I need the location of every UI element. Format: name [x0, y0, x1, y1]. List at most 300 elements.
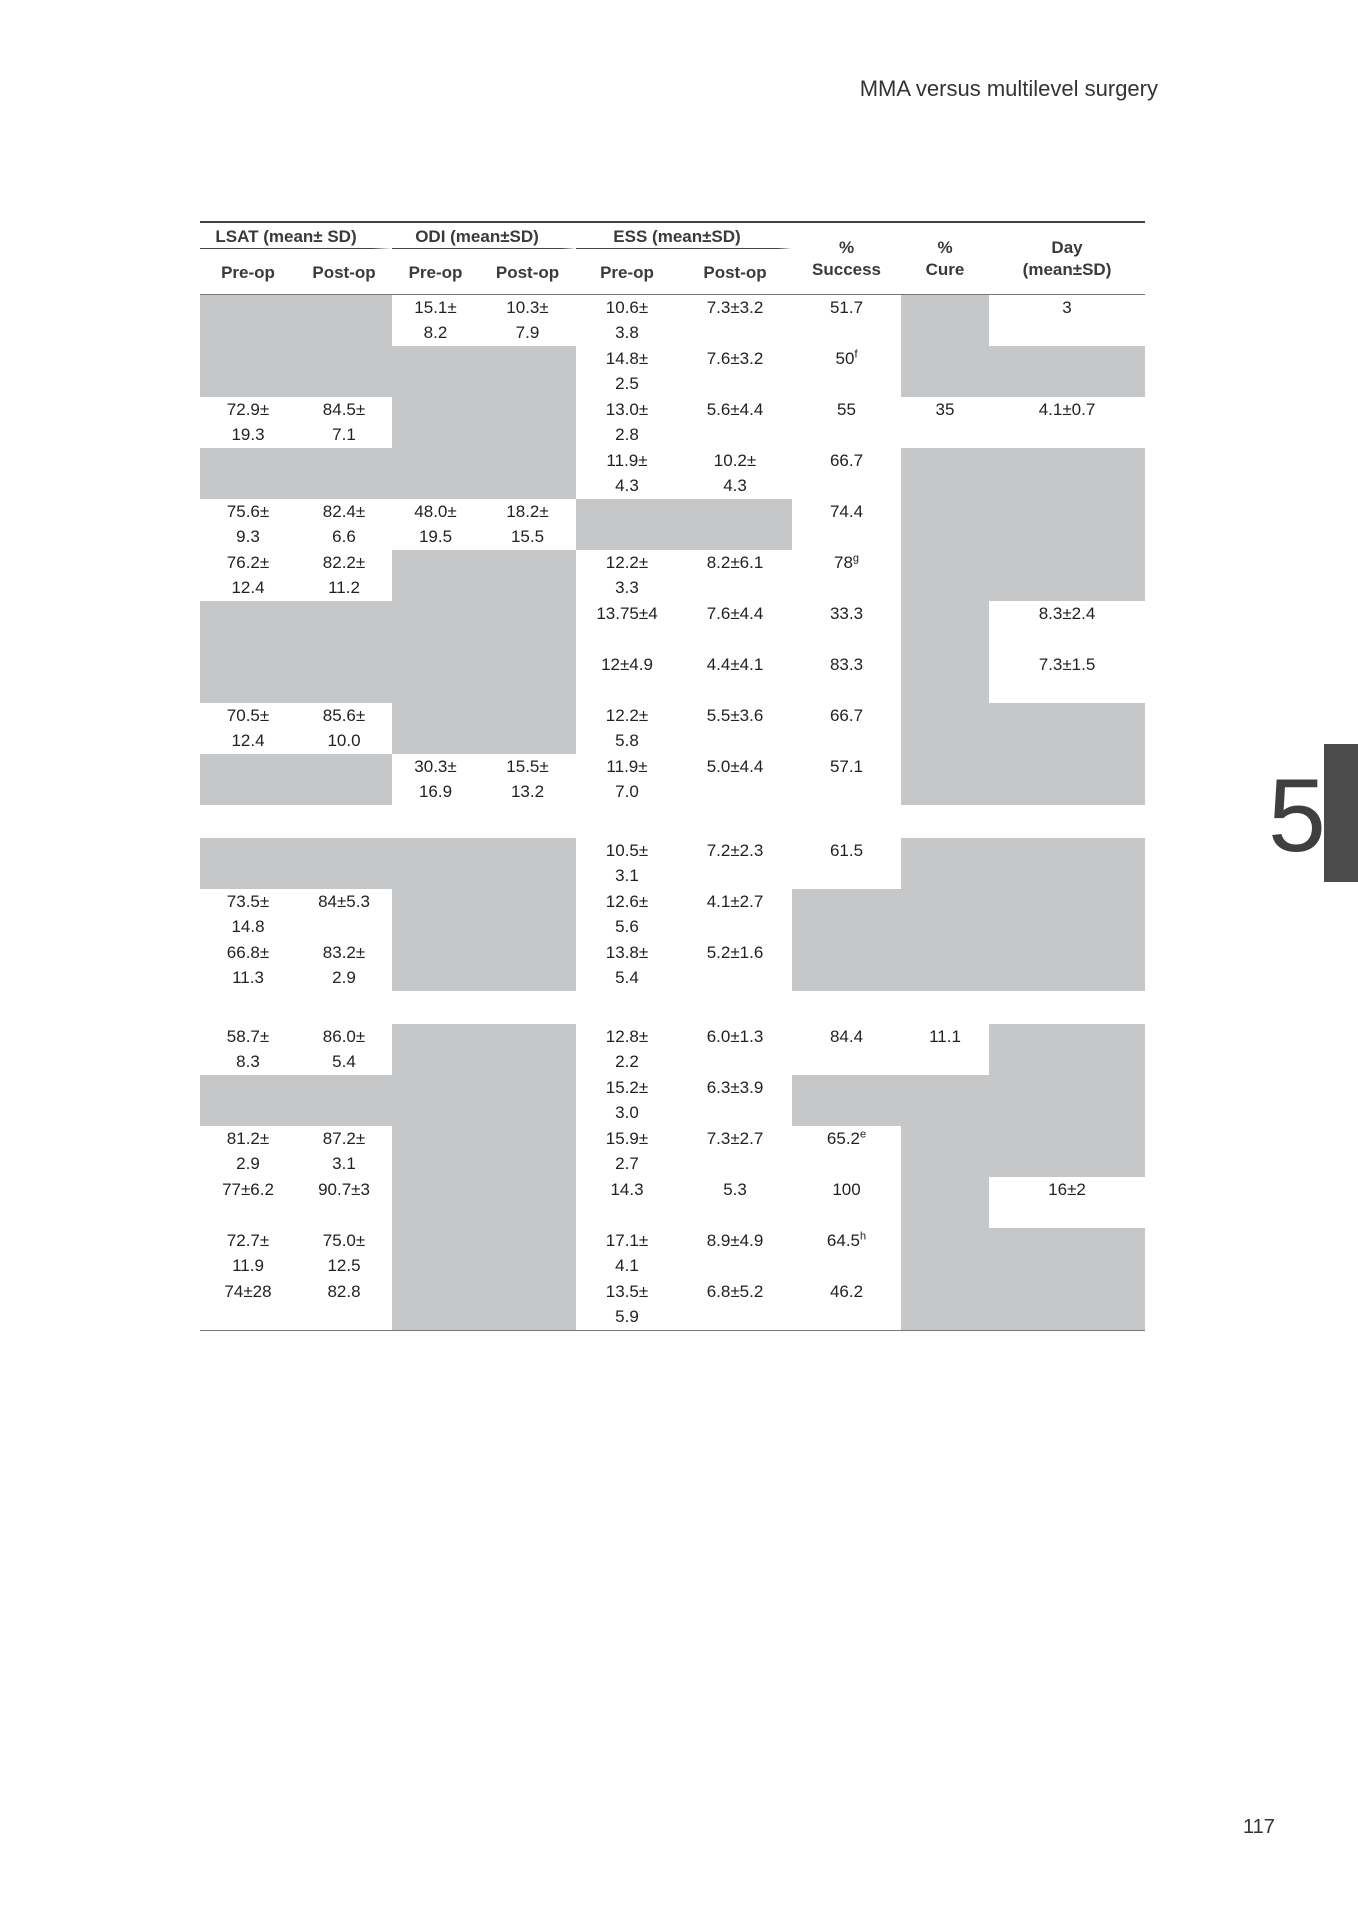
cell-ess-postop — [678, 1126, 792, 1177]
cell-cure — [901, 1177, 989, 1228]
cell-value: 10.5± 3.1 — [605, 841, 649, 885]
table-row — [200, 601, 1145, 652]
cell-cure — [901, 652, 989, 703]
cell-lsat-postop — [296, 1024, 392, 1075]
cell-value: 84.5± 7.1 — [322, 400, 366, 444]
cell-value: 78 — [833, 553, 853, 572]
table-row — [200, 754, 1145, 805]
cell-odi-preop — [392, 703, 479, 754]
cell-value: 7.3±2.7 — [706, 1129, 764, 1148]
cell-value: 4.1±0.7 — [1038, 400, 1096, 419]
cell-value: 4.4±4.1 — [706, 655, 764, 674]
cell-value: 33.3 — [829, 604, 864, 623]
cell-lsat-preop — [200, 889, 296, 940]
cell-day — [989, 499, 1145, 550]
cell-day — [989, 838, 1145, 889]
cell-odi-preop — [392, 448, 479, 499]
cell-value: 8.2±6.1 — [706, 553, 764, 572]
cell-cure — [901, 1024, 989, 1075]
cure-header: % Cure — [925, 237, 965, 279]
table-row — [200, 652, 1145, 703]
cell-cure — [901, 940, 989, 991]
cell-value: 30.3± 16.9 — [414, 757, 457, 801]
cell-ess-postop — [678, 703, 792, 754]
running-head: MMA versus multilevel surgery — [859, 76, 1158, 101]
cell-odi-preop — [392, 838, 479, 889]
chapter-tab — [1324, 744, 1358, 882]
cell-ess-postop — [678, 652, 792, 703]
cell-value: 10.6± 3.8 — [605, 298, 649, 342]
cell-lsat-postop — [296, 1177, 392, 1228]
cell-value: 5.6±4.4 — [706, 400, 764, 419]
cell-ess-postop — [678, 754, 792, 805]
cell-value: 13.8± 5.4 — [605, 943, 649, 987]
cell-ess-postop — [678, 295, 792, 347]
cell-value: 18.2± 15.5 — [506, 502, 549, 546]
cell-day — [989, 652, 1145, 703]
cell-lsat-preop — [200, 1279, 296, 1331]
cell-lsat-postop — [296, 295, 392, 347]
cell-value: 74±28 — [224, 1282, 272, 1301]
cell-odi-preop — [392, 397, 479, 448]
cell-value: 66.7 — [829, 451, 864, 470]
footnote-marker: f — [854, 348, 858, 361]
cell-value: 75.6± 9.3 — [226, 502, 270, 546]
ess-postop-header: Post-op — [703, 263, 767, 282]
cell-ess-postop — [678, 346, 792, 397]
cell-lsat-postop — [296, 889, 392, 940]
cell-cure — [901, 550, 989, 601]
cell-value: 73.5± 14.8 — [226, 892, 270, 936]
chapter-number: 5 — [1268, 758, 1326, 874]
cell-ess-preop — [576, 703, 678, 754]
odi-preop-header: Pre-op — [408, 263, 463, 282]
cell-ess-preop — [576, 652, 678, 703]
footnote-marker: h — [860, 1230, 867, 1243]
cell-ess-preop — [576, 397, 678, 448]
cell-lsat-preop — [200, 499, 296, 550]
cell-value: 17.1± 4.1 — [605, 1231, 649, 1275]
cell-value: 5.2±1.6 — [706, 943, 764, 962]
cell-value: 7.3±1.5 — [1038, 655, 1096, 674]
page-number: 117 — [1243, 1816, 1275, 1838]
table-row — [200, 838, 1145, 889]
table-row — [200, 703, 1145, 754]
cell-lsat-postop — [296, 754, 392, 805]
cell-value: 83.3 — [829, 655, 864, 674]
table-row — [200, 499, 1145, 550]
cell-success — [792, 499, 901, 550]
cell-value: 7.3±3.2 — [706, 298, 764, 317]
cell-odi-postop — [479, 1279, 576, 1331]
cell-cure — [901, 1075, 989, 1126]
outcomes-table — [200, 221, 1145, 1331]
cell-value: 87.2± 3.1 — [322, 1129, 366, 1173]
cell-ess-postop — [678, 1228, 792, 1279]
cell-value: 15.1± 8.2 — [414, 298, 457, 342]
cell-odi-postop — [479, 448, 576, 499]
cell-value: 35 — [935, 400, 955, 419]
table-body — [200, 295, 1145, 1331]
cell-day — [989, 295, 1145, 347]
cell-day — [989, 1279, 1145, 1331]
cell-value: 13.5± 5.9 — [605, 1282, 649, 1326]
cell-ess-preop — [576, 550, 678, 601]
cell-value: 61.5 — [829, 841, 864, 860]
spacer-cell — [200, 991, 1145, 1024]
cell-ess-preop — [576, 601, 678, 652]
cell-value: 6.3±3.9 — [706, 1078, 764, 1097]
cell-value: 15.9± 2.7 — [605, 1129, 649, 1173]
cell-odi-preop — [392, 295, 479, 347]
cell-ess-postop — [678, 1279, 792, 1331]
cell-success — [792, 550, 901, 601]
cell-ess-postop — [678, 448, 792, 499]
cell-value: 48.0± 19.5 — [414, 502, 457, 546]
lsat-preop-header: Pre-op — [221, 263, 275, 282]
cell-ess-preop — [576, 940, 678, 991]
cell-odi-preop — [392, 1024, 479, 1075]
cell-value: 84.4 — [829, 1027, 864, 1046]
cell-value: 3 — [1062, 298, 1072, 317]
cell-value: 84±5.3 — [318, 892, 370, 911]
cell-value: 82.8 — [327, 1282, 361, 1301]
cell-day — [989, 1177, 1145, 1228]
cell-odi-postop — [479, 838, 576, 889]
cell-odi-postop — [479, 550, 576, 601]
cell-lsat-postop — [296, 703, 392, 754]
cell-success — [792, 1126, 901, 1177]
cell-success — [792, 295, 901, 347]
cell-value: 85.6± 10.0 — [322, 706, 366, 750]
cell-odi-postop — [479, 295, 576, 347]
cell-odi-preop — [392, 346, 479, 397]
cell-value: 12.2± 5.8 — [605, 706, 649, 750]
cell-day — [989, 448, 1145, 499]
cell-value: 15.2± 3.0 — [605, 1078, 649, 1122]
cell-ess-preop — [576, 1126, 678, 1177]
cell-value: 11.9± 4.3 — [606, 451, 648, 495]
cell-odi-preop — [392, 1075, 479, 1126]
day-header: Day (mean±SD) — [1022, 237, 1112, 279]
cell-ess-preop — [576, 889, 678, 940]
cell-ess-preop — [576, 1228, 678, 1279]
cell-value: 66.8± 11.3 — [226, 943, 270, 987]
cell-success — [792, 346, 901, 397]
cell-ess-preop — [576, 346, 678, 397]
cell-lsat-postop — [296, 652, 392, 703]
cell-ess-postop — [678, 499, 792, 550]
cell-day — [989, 754, 1145, 805]
cell-success — [792, 397, 901, 448]
cell-ess-preop — [576, 499, 678, 550]
table-row — [200, 397, 1145, 448]
cell-success — [792, 889, 901, 940]
cell-lsat-preop — [200, 601, 296, 652]
cell-cure — [901, 448, 989, 499]
cell-cure — [901, 754, 989, 805]
table-spacer-row — [200, 805, 1145, 838]
cell-value: 82.2± 11.2 — [322, 553, 366, 597]
cell-cure — [901, 499, 989, 550]
odi-postop-header: Post-op — [495, 263, 560, 282]
cell-lsat-preop — [200, 703, 296, 754]
cell-ess-preop — [576, 754, 678, 805]
cell-value: 8.9±4.9 — [706, 1231, 764, 1250]
cell-success — [792, 1279, 901, 1331]
cell-value: 5.3 — [723, 1180, 747, 1199]
cell-success — [792, 652, 901, 703]
cell-success — [792, 1228, 901, 1279]
cell-lsat-preop — [200, 397, 296, 448]
table-row — [200, 1177, 1145, 1228]
cell-lsat-postop — [296, 550, 392, 601]
table-header — [200, 222, 1145, 295]
cell-day — [989, 1024, 1145, 1075]
cell-lsat-preop — [200, 295, 296, 347]
cell-ess-postop — [678, 1075, 792, 1126]
cell-cure — [901, 1126, 989, 1177]
cell-value: 77±6.2 — [222, 1180, 274, 1199]
table-row — [200, 550, 1145, 601]
lsat-postop-header: Post-op — [312, 263, 376, 282]
cell-odi-postop — [479, 652, 576, 703]
cell-lsat-preop — [200, 1228, 296, 1279]
cell-cure — [901, 295, 989, 347]
cell-value: 57.1 — [829, 757, 864, 776]
cell-ess-postop — [678, 1177, 792, 1228]
cell-ess-postop — [678, 838, 792, 889]
cell-odi-preop — [392, 940, 479, 991]
cell-value: 70.5± 12.4 — [226, 706, 270, 750]
cell-value: 5.0±4.4 — [706, 757, 764, 776]
cell-day — [989, 1075, 1145, 1126]
cell-value: 14.8± 2.5 — [605, 349, 649, 393]
cell-value: 86.0± 5.4 — [322, 1027, 366, 1071]
cell-odi-postop — [479, 499, 576, 550]
cell-value: 14.3 — [610, 1180, 644, 1199]
table-row — [200, 889, 1145, 940]
cell-value: 15.5± 13.2 — [506, 757, 549, 801]
ess-preop-header: Pre-op — [600, 263, 654, 282]
cell-success — [792, 754, 901, 805]
cell-day — [989, 940, 1145, 991]
table-row — [200, 295, 1145, 347]
cell-value: 90.7±3 — [318, 1180, 370, 1199]
table-row — [200, 1279, 1145, 1331]
cell-lsat-postop — [296, 397, 392, 448]
cell-lsat-preop — [200, 838, 296, 889]
cell-lsat-preop — [200, 550, 296, 601]
cell-ess-postop — [678, 940, 792, 991]
cell-day — [989, 550, 1145, 601]
cell-success — [792, 1177, 901, 1228]
cell-value: 8.3±2.4 — [1038, 604, 1096, 623]
table-spacer-row — [200, 991, 1145, 1024]
cell-odi-preop — [392, 1279, 479, 1331]
cell-lsat-postop — [296, 1228, 392, 1279]
cell-ess-postop — [678, 550, 792, 601]
cell-ess-postop — [678, 889, 792, 940]
cell-success — [792, 1024, 901, 1075]
cell-odi-postop — [479, 703, 576, 754]
cell-success — [792, 940, 901, 991]
cell-value: 74.4 — [829, 502, 864, 521]
table-row — [200, 940, 1145, 991]
cell-odi-postop — [479, 1075, 576, 1126]
cell-odi-postop — [479, 889, 576, 940]
cell-cure — [901, 703, 989, 754]
cell-odi-postop — [479, 601, 576, 652]
success-header: % Success — [812, 237, 882, 279]
cell-odi-preop — [392, 550, 479, 601]
cell-lsat-preop — [200, 754, 296, 805]
cell-value: 75.0± 12.5 — [322, 1231, 366, 1275]
cell-value: 58.7± 8.3 — [226, 1027, 270, 1071]
cell-value: 81.2± 2.9 — [226, 1129, 270, 1173]
cell-odi-postop — [479, 754, 576, 805]
outcomes-table-wrapper — [200, 221, 1145, 1331]
cell-ess-preop — [576, 448, 678, 499]
cell-value: 66.7 — [829, 706, 864, 725]
table-row — [200, 346, 1145, 397]
cell-odi-preop — [392, 1126, 479, 1177]
cell-lsat-preop — [200, 346, 296, 397]
cell-ess-preop — [576, 1024, 678, 1075]
cell-odi-preop — [392, 1228, 479, 1279]
cell-value: 13.75±4 — [596, 604, 658, 623]
cell-lsat-preop — [200, 940, 296, 991]
cell-odi-postop — [479, 346, 576, 397]
cell-value: 76.2± 12.4 — [226, 553, 270, 597]
cell-odi-postop — [479, 1228, 576, 1279]
cell-value: 7.6±3.2 — [706, 349, 764, 368]
cell-value: 46.2 — [829, 1282, 864, 1301]
odi-group-header: ODI (mean±SD) — [392, 222, 576, 252]
cell-lsat-postop — [296, 940, 392, 991]
cell-day — [989, 1228, 1145, 1279]
cell-value: 100 — [832, 1180, 861, 1199]
cell-odi-preop — [392, 754, 479, 805]
cell-value: 50 — [835, 349, 855, 368]
cell-value: 7.6±4.4 — [706, 604, 764, 623]
cell-lsat-postop — [296, 499, 392, 550]
cell-value: 10.2± 4.3 — [713, 451, 757, 495]
cell-lsat-postop — [296, 838, 392, 889]
cell-ess-preop — [576, 1177, 678, 1228]
cell-success — [792, 601, 901, 652]
cell-ess-preop — [576, 838, 678, 889]
cell-lsat-postop — [296, 1126, 392, 1177]
cell-odi-preop — [392, 1177, 479, 1228]
footnote-marker: e — [860, 1128, 867, 1141]
cell-value: 72.9± 19.3 — [226, 400, 270, 444]
cell-value: 12±4.9 — [601, 655, 653, 674]
cell-value: 4.1±2.7 — [706, 892, 764, 911]
cell-day — [989, 397, 1145, 448]
cell-success — [792, 838, 901, 889]
cell-value: 5.5±3.6 — [706, 706, 764, 725]
cell-odi-preop — [392, 499, 479, 550]
cell-cure — [901, 397, 989, 448]
cell-lsat-preop — [200, 448, 296, 499]
cell-value: 55 — [837, 400, 856, 419]
cell-day — [989, 889, 1145, 940]
cell-success — [792, 1075, 901, 1126]
cell-value: 83.2± 2.9 — [322, 943, 366, 987]
cell-odi-preop — [392, 601, 479, 652]
cell-odi-postop — [479, 1126, 576, 1177]
cell-day — [989, 346, 1145, 397]
cell-value: 51.7 — [829, 298, 864, 317]
cell-lsat-preop — [200, 1177, 296, 1228]
cell-value: 64.5 — [826, 1231, 860, 1250]
cell-ess-postop — [678, 1024, 792, 1075]
cell-cure — [901, 1279, 989, 1331]
cell-cure — [901, 838, 989, 889]
cell-lsat-preop — [200, 1126, 296, 1177]
cell-ess-preop — [576, 1075, 678, 1126]
table-row — [200, 1075, 1145, 1126]
cell-lsat-postop — [296, 1075, 392, 1126]
cell-lsat-preop — [200, 1075, 296, 1126]
cell-lsat-postop — [296, 346, 392, 397]
cell-cure — [901, 601, 989, 652]
cell-odi-postop — [479, 1177, 576, 1228]
cell-day — [989, 601, 1145, 652]
cell-cure — [901, 346, 989, 397]
cell-value: 12.8± 2.2 — [605, 1027, 649, 1071]
cell-day — [989, 1126, 1145, 1177]
cell-cure — [901, 889, 989, 940]
cell-ess-preop — [576, 1279, 678, 1331]
cell-value: 65.2 — [826, 1129, 860, 1148]
cell-odi-preop — [392, 652, 479, 703]
cell-ess-postop — [678, 397, 792, 448]
lsat-group-header: LSAT (mean± SD) — [200, 222, 392, 252]
ess-group-header: ESS (mean±SD) — [576, 222, 792, 252]
cell-value: 16±2 — [1048, 1180, 1086, 1199]
cell-value: 11.1 — [929, 1027, 961, 1046]
cell-lsat-preop — [200, 1024, 296, 1075]
cell-value: 72.7± 11.9 — [226, 1231, 270, 1275]
table-row — [200, 1024, 1145, 1075]
cell-odi-postop — [479, 940, 576, 991]
cell-odi-postop — [479, 397, 576, 448]
footnote-marker: g — [852, 552, 860, 565]
cell-odi-preop — [392, 889, 479, 940]
cell-lsat-postop — [296, 1279, 392, 1331]
cell-day — [989, 703, 1145, 754]
table-row — [200, 1126, 1145, 1177]
cell-value: 12.2± 3.3 — [605, 553, 649, 597]
cell-odi-postop — [479, 1024, 576, 1075]
cell-cure — [901, 1228, 989, 1279]
cell-value: 12.6± 5.6 — [605, 892, 649, 936]
cell-lsat-postop — [296, 448, 392, 499]
cell-value: 11.9± 7.0 — [606, 757, 648, 801]
cell-success — [792, 448, 901, 499]
cell-lsat-postop — [296, 601, 392, 652]
cell-success — [792, 703, 901, 754]
cell-value: 6.0±1.3 — [706, 1027, 764, 1046]
cell-value: 10.3± 7.9 — [506, 298, 549, 342]
table-row — [200, 448, 1145, 499]
spacer-cell — [200, 805, 1145, 838]
cell-lsat-preop — [200, 652, 296, 703]
cell-value: 13.0± 2.8 — [605, 400, 649, 444]
cell-value: 7.2±2.3 — [706, 841, 764, 860]
